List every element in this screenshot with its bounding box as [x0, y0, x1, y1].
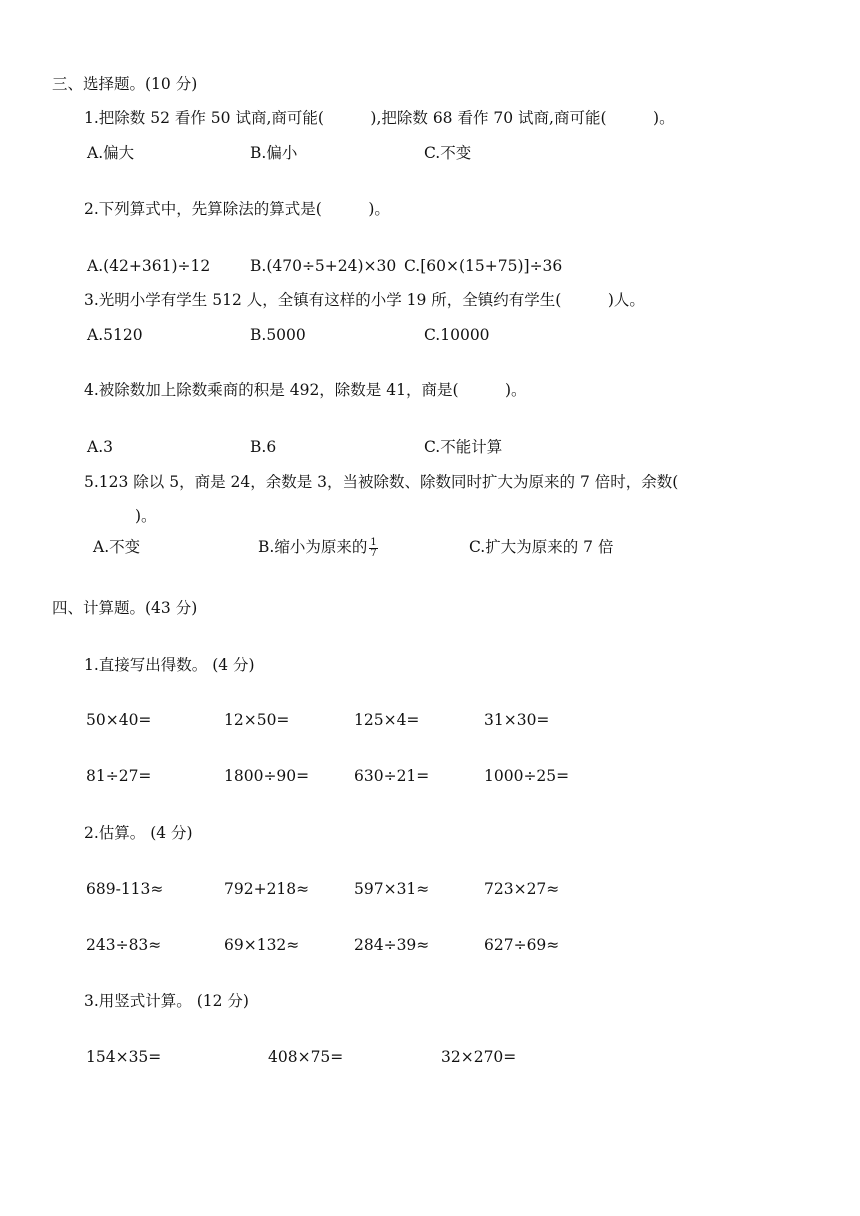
fraction-denominator: 7 — [370, 547, 377, 559]
q2-option-a: A.(42+361)÷12 — [87, 257, 211, 275]
q3-option-a: A.5120 — [87, 326, 143, 344]
q2-option-c: C.[60×(15+75)]÷36 — [404, 257, 563, 275]
q3-stem: 3.光明小学有学生 512 人，全镇有这样的小学 19 所，全镇约有学生( )人。 — [84, 291, 645, 309]
estimate-item: 69×132≈ — [224, 936, 300, 954]
section3-heading: 三、选择题。(10 分) — [52, 75, 198, 93]
q4-stem: 4.被除数加上除数乘商的积是 492，除数是 41，商是( )。 — [84, 381, 527, 399]
q2-option-b: B.(470÷5+24)×30 — [250, 257, 397, 275]
estimate-item: 243÷83≈ — [86, 936, 162, 954]
estimate-item: 627÷69≈ — [484, 936, 560, 954]
calc-item: 1800÷90= — [224, 767, 310, 785]
q1-stem: 1.把除数 52 看作 50 试商,商可能( ),把除数 68 看作 70 试商,商可能( )。 — [84, 109, 675, 127]
calc-item: 81÷27= — [86, 767, 152, 785]
part2-title: 2.估算。 (4 分) — [84, 824, 193, 842]
fraction-one-seventh — [369, 538, 377, 559]
q2-stem: 2.下列算式中，先算除法的算式是( )。 — [84, 200, 390, 218]
calc-item: 31×30= — [484, 711, 550, 729]
calc-item: 125×4= — [354, 711, 420, 729]
fraction-numerator: 1 — [370, 536, 377, 548]
estimate-item: 689-113≈ — [86, 880, 164, 898]
vertical-calc-item: 32×270= — [441, 1048, 517, 1066]
calc-item: 50×40= — [86, 711, 152, 729]
estimate-item: 597×31≈ — [354, 880, 430, 898]
q4-option-c: C.不能计算 — [424, 438, 503, 456]
vertical-calc-item: 408×75= — [268, 1048, 344, 1066]
q5-option-b — [258, 537, 378, 559]
vertical-calc-item: 154×35= — [86, 1048, 162, 1066]
calc-item: 1000÷25= — [484, 767, 570, 785]
q1-option-c: C.不变 — [424, 144, 472, 162]
part3-title: 3.用竖式计算。 (12 分) — [84, 992, 249, 1010]
q1-option-a: A.偏大 — [87, 144, 135, 162]
q5-stem-line2: )。 — [104, 507, 157, 525]
calc-item: 630÷21= — [354, 767, 430, 785]
q3-option-b: B.5000 — [250, 326, 306, 344]
q5-option-b-text: B.缩小为原来的 — [258, 538, 368, 556]
q3-option-c: C.10000 — [424, 326, 490, 344]
section4-heading: 四、计算题。(43 分) — [52, 599, 198, 617]
q5-option-a: A.不变 — [93, 538, 141, 556]
calc-item: 12×50= — [224, 711, 290, 729]
q1-option-b: B.偏小 — [250, 144, 298, 162]
estimate-item: 723×27≈ — [484, 880, 560, 898]
estimate-item: 284÷39≈ — [354, 936, 430, 954]
q4-option-b: B.6 — [250, 438, 277, 456]
estimate-item: 792+218≈ — [224, 880, 310, 898]
part1-title: 1.直接写出得数。 (4 分) — [84, 656, 255, 674]
q4-option-a: A.3 — [87, 438, 113, 456]
q5-option-c: C.扩大为原来的 7 倍 — [469, 538, 614, 556]
q5-stem-line1: 5.123 除以 5，商是 24，余数是 3，当被除数、除数同时扩大为原来的 7 倍时，余数( — [84, 473, 679, 491]
